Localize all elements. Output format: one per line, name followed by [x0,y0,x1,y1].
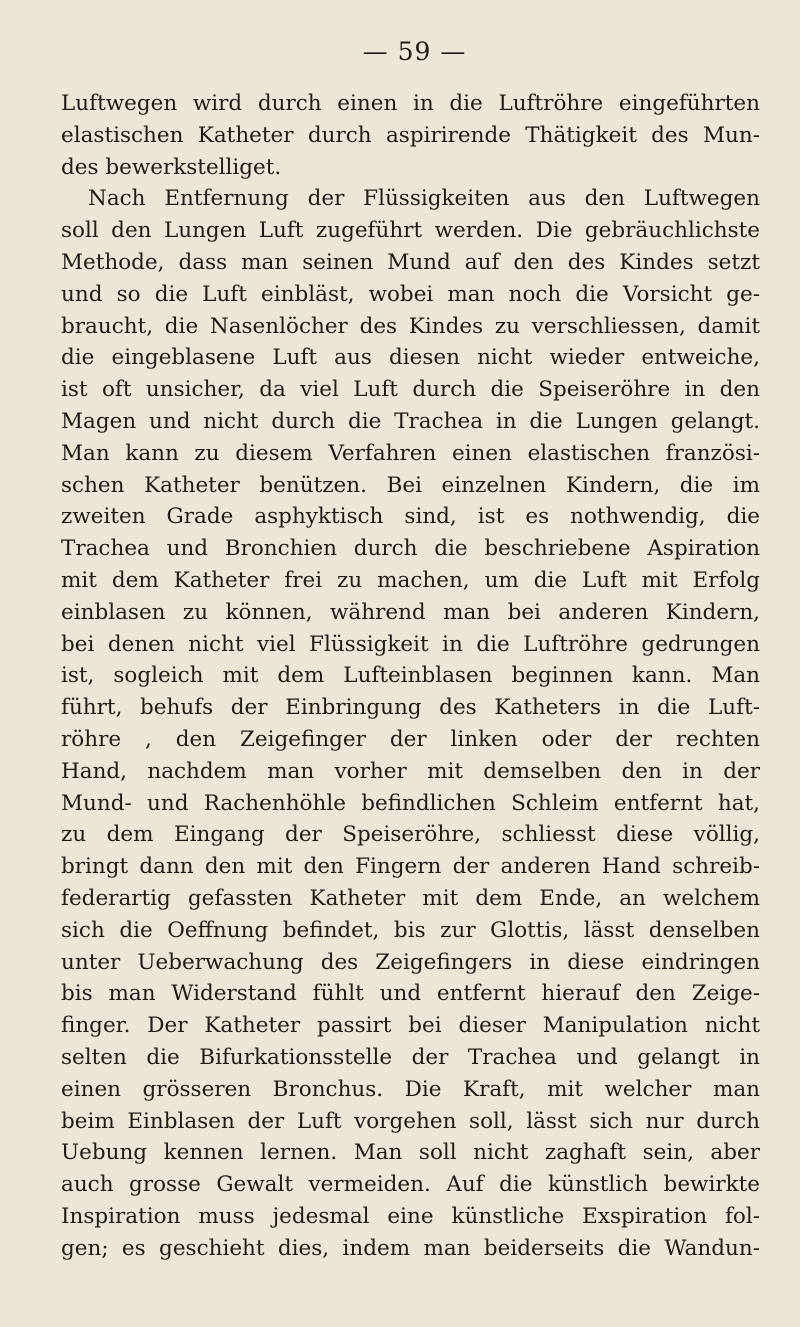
text-line: einblasen zu können, während man bei anderen Kindern, [61,599,760,625]
text-line: des bewerkstelliget. [61,154,282,180]
text-line: Inspiration muss jedesmal eine künstliche Exspiration fol- [61,1203,760,1229]
text-line: bringt dann den mit den Fingern der anderen Hand schreib- [61,854,760,880]
text-line: zu dem Eingang der Speiseröhre, schliesst diese völlig, [61,822,760,848]
body-text [61,88,760,1264]
text-line: finger. Der Katheter passirt bei dieser Manipulation nicht [61,1013,760,1039]
text-line: die eingeblasene Luft aus diesen nicht wieder entweiche, [61,345,760,371]
text-line: und so die Luft einbläst, wobei man noch die Vorsicht ge- [61,281,760,307]
text-line: Mund- und Rachenhöhle befindlichen Schleim entfernt hat, [61,790,760,816]
text-line: schen Katheter benützen. Bei einzelnen Kindern, die im [61,472,760,498]
text-line: Uebung kennen lernen. Man soll nicht zaghaft sein, aber [61,1140,760,1166]
text-line: Methode, dass man seinen Mund auf den des Kindes setzt [61,249,760,275]
text-line: bis man Widerstand fühlt und entfernt hierauf den Zeige- [61,981,760,1007]
text-line: auch grosse Gewalt vermeiden. Auf die künstlich bewirkte [61,1172,760,1198]
text-line: sich die Oeffnung befindet, bis zur Glottis, lässt denselben [61,917,760,943]
text-line: unter Ueberwachung des Zeigefingers in diese eindringen [61,949,760,975]
text-line: röhre , den Zeigefinger der linken oder der rechten [61,726,760,752]
text-line: ist, sogleich mit dem Lufteinblasen beginnen kann. Man [61,663,760,689]
text-line: Man kann zu diesem Verfahren einen elastischen französi- [61,440,760,466]
text-line: Nach Entfernung der Flüssigkeiten aus den Luftwegen [88,186,760,212]
text-line: soll den Lungen Luft zugeführt werden. Die gebräuchlichste [61,218,760,244]
text-line: zweiten Grade asphyktisch sind, ist es nothwendig, die [61,504,760,530]
text-line: Magen und nicht durch die Trachea in die Lungen gelangt. [61,408,760,434]
text-line: elastischen Katheter durch aspirirende Thätigkeit des Mun- [61,122,760,148]
text-line: einen grösseren Bronchus. Die Kraft, mit welcher man [61,1076,760,1102]
text-line: Hand, nachdem man vorher mit demselben den in der [61,758,760,784]
text-line: gen; es geschieht dies, indem man beiderseits die Wandun- [61,1235,760,1261]
text-line: federartig gefassten Katheter mit dem Ende, an welchem [61,885,760,911]
text-line: mit dem Katheter frei zu machen, um die Luft mit Erfolg [61,567,760,593]
text-line: beim Einblasen der Luft vorgehen soll, lässt sich nur durch [61,1108,760,1134]
text-line: braucht, die Nasenlöcher des Kindes zu verschliessen, damit [61,313,760,339]
text-line: bei denen nicht viel Flüssigkeit in die Luftröhre gedrungen [61,631,760,657]
text-line: führt, behufs der Einbringung des Katheters in die Luft- [61,695,760,721]
text-line: ist oft unsicher, da viel Luft durch die Speiseröhre in den [61,377,760,403]
text-line: Luftwegen wird durch einen in die Luftröhre eingeführten [61,91,760,116]
text-line: Trachea und Bronchien durch die beschriebene Aspiration [61,536,760,562]
page-number: — 59 — [362,37,467,66]
text-line: selten die Bifurkationsstelle der Trachea und gelangt in [61,1044,760,1070]
